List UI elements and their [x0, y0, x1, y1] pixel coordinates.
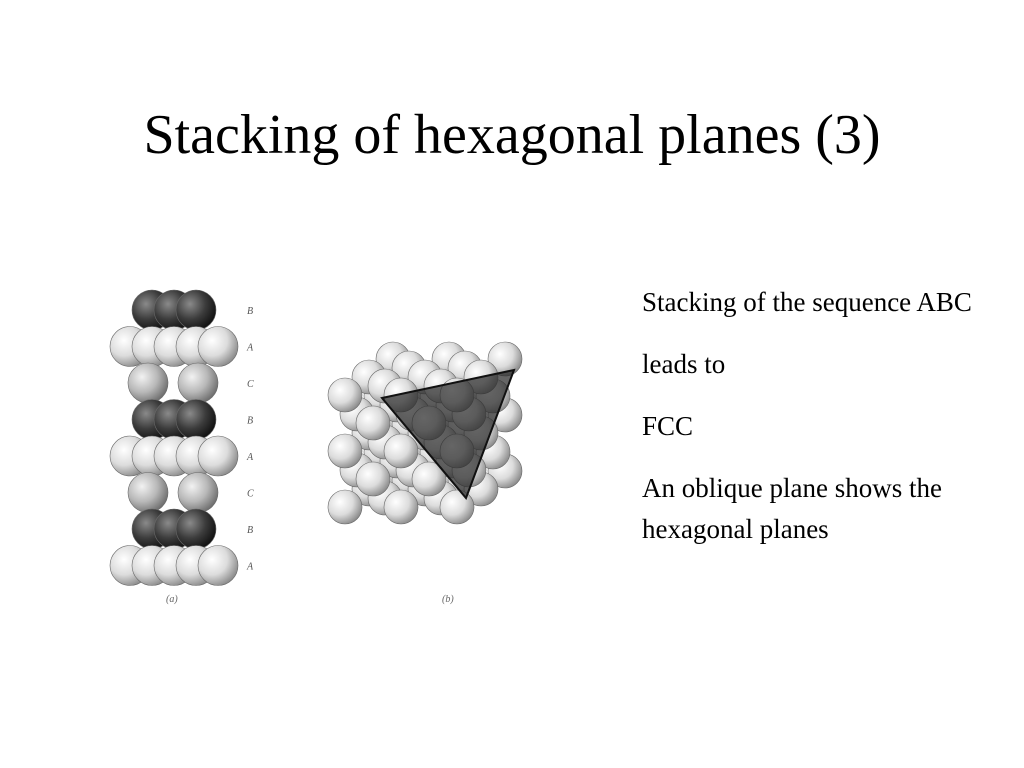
cube-sphere [384, 490, 418, 524]
layer-label: B [247, 525, 254, 536]
slide-title: Stacking of hexagonal planes (3) [143, 104, 881, 166]
cube-sphere [328, 434, 362, 468]
layer-label: A [247, 342, 254, 354]
cube-sphere [328, 378, 362, 412]
layer-label: B [247, 306, 254, 317]
layer-label: A [247, 452, 254, 463]
stack-sphere [176, 400, 216, 440]
body-line-1: Stacking of the sequence ABC [642, 287, 972, 317]
stack-sphere [128, 363, 168, 403]
caption-a: (a) [166, 594, 178, 605]
stack-sphere [198, 546, 238, 586]
body-line-3: FCC [642, 411, 694, 441]
body-line-2: leads to [642, 349, 726, 379]
cube-sphere [328, 490, 362, 524]
layer-label: B [247, 415, 254, 427]
layer-label-column [246, 306, 254, 573]
stack-sphere [128, 473, 168, 513]
cube-sphere [356, 462, 390, 496]
stack-sphere [198, 327, 238, 367]
slide-body [642, 282, 982, 571]
cube-sphere [440, 490, 474, 524]
stack-sphere [178, 473, 218, 513]
layer-label: C [247, 488, 254, 500]
caption-b: (b) [442, 594, 454, 605]
stack-sphere [178, 363, 218, 403]
stack-sphere [198, 436, 238, 476]
cube-sphere [384, 434, 418, 468]
body-line-4: An oblique plane shows the hexagonal planes [642, 473, 942, 544]
cube-sphere [356, 406, 390, 440]
stack-sphere [176, 290, 216, 330]
layer-label: C [247, 379, 254, 390]
stack-sphere [176, 509, 216, 549]
layer-label: A [247, 561, 254, 573]
stacked-layers-column [110, 290, 238, 586]
fcc-stacking-figure [90, 280, 590, 620]
